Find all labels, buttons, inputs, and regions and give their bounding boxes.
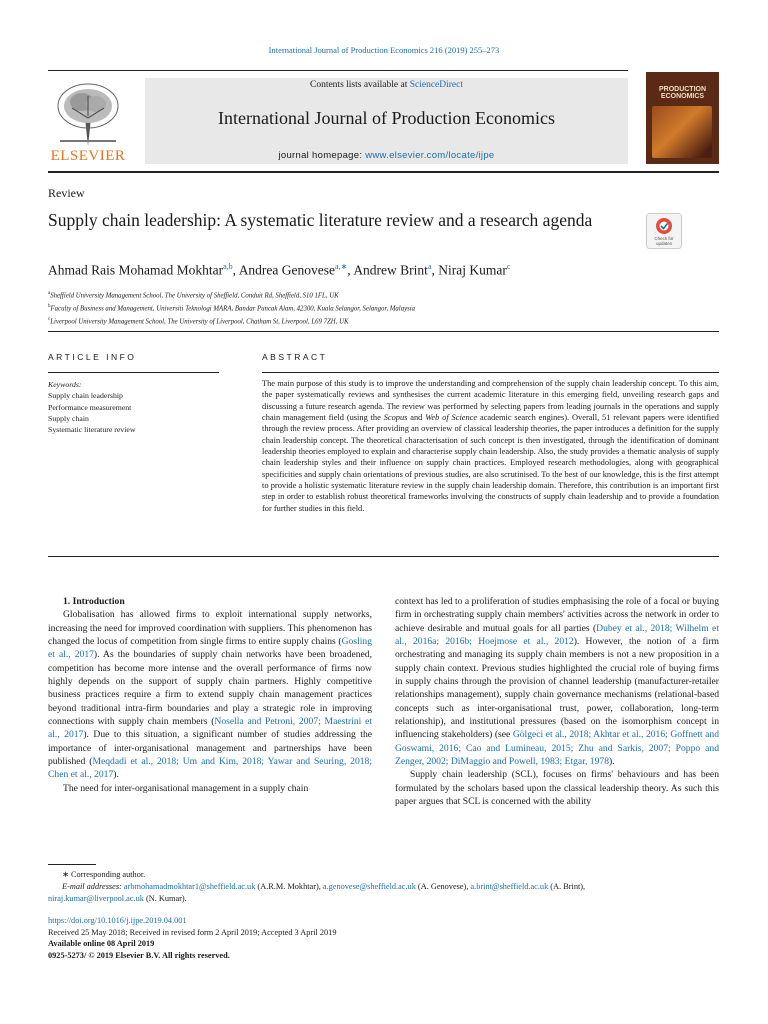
author-name[interactable]: Andrea Genovese (238, 262, 336, 278)
affiliation-rule (48, 331, 719, 332)
author-sup[interactable]: c (506, 262, 511, 271)
author-sup[interactable]: a,∗ (335, 262, 348, 271)
footnote-rule (48, 864, 96, 865)
email-owner: (A. Genovese), (415, 882, 471, 891)
body-paragraph: Supply chain leadership (SCL), focuses on firms' behaviours and has been formulated by the scholars based upon the classical leadership theory. As such this paper argues that SCL is concerned with the ability (395, 769, 719, 808)
corresponding-author-note: ∗ Corresponding author. (62, 870, 146, 879)
author-name[interactable]: Ahmad Rais Mohamad Mokhtar (48, 262, 224, 278)
affiliations (48, 289, 415, 327)
author-list (48, 262, 510, 279)
abstract-rule (262, 372, 719, 373)
body-text: Globalisation has allowed firms to exploit international supply networks, increasing the need for improved coordination with suppliers. This phenomenon has changed the locus of competition from single firms to entire supply chains ( (48, 609, 372, 648)
masthead-top-rule (48, 70, 628, 71)
affiliation-sup: a (48, 291, 51, 296)
abstract-part: and (407, 413, 426, 423)
body-text: context has led to a proliferation of studies emphasising the role of a focal or buying firm in orchestrating supply chain members' activities across the network in order to achieve desirable and mutual goals for all parties ( (395, 596, 719, 634)
badge-text-1: Check for (654, 236, 674, 241)
abstract-scopus: Scopus (383, 413, 408, 423)
citation-link[interactable]: Meqdadi et al., 2018; Um and Kim, 2018; Yawar and Seuring, 2018; Chen et al., 2017 (48, 756, 372, 781)
email-addresses (48, 881, 719, 893)
doi-link[interactable]: https://doi.org/10.1016/j.ijpe.2019.04.001 (48, 916, 187, 925)
journal-title: International Journal of Production Economics (218, 108, 555, 128)
email-link[interactable]: arbmohamadmokhtar1@sheffield.ac.uk (123, 882, 256, 891)
publication-info (48, 915, 719, 962)
article-info-rule (48, 372, 219, 373)
journal-cover[interactable] (646, 72, 719, 164)
keyword-item: Supply chain leadership (48, 391, 123, 401)
citation-link[interactable]: Gölgeci et al., 2018; Akhtar et al., 2016; Goffnett and Goswami, 2016; Cao and Lumineau, 2015; Zhu and Sarkis, 2007; Poppo and Zenger, 2002; DiMaggio and Powell, 1983; Etgar, 1978 (395, 729, 720, 768)
email-owner: (N. Kumar). (143, 894, 187, 903)
publisher-logo: ELSEVIER (50, 148, 126, 164)
body-paragraph (48, 608, 372, 781)
check-for-updates-icon[interactable] (646, 213, 682, 249)
affiliation-text: Faculty of Business and Management, Universiti Teknologi MARA, Bandar Puncak Alam, 42300, Kuala Selangor, Selangor, Malaysia (50, 305, 416, 313)
email-owner: (A.R.M. Mokhtar), (255, 882, 323, 891)
available-online: Available online 08 April 2019 (48, 939, 155, 949)
contents-prefix: Contents lists available at (309, 80, 410, 90)
abstract-bottom-rule (48, 556, 719, 557)
cover-title (646, 86, 719, 100)
body-text: ). However, the notion of a firm orchestrating and managing its supply chain members is not a new proposition in a supply chain context. Previous studies highlighted the crucial role of buying firms in supply chains through the provision of channel leadership (manufacturer-retailer relationships management), supply chain governance mechanisms (relational-based concepts such as inter-organisational trust, power, collaboration, long-term relationship), and institutional pressures (based on the isomorphism concept in influencing stakeholders) (see (395, 636, 719, 741)
body-text: ). Due to this situation, a significant number of studies addressing the importance of inter-organisational management and partnerships have been published ( (48, 729, 372, 768)
sciencedirect-link[interactable]: ScienceDirect (409, 80, 463, 90)
footnotes (48, 869, 719, 905)
email-link[interactable]: niraj.kumar@liverpool.ac.uk (48, 894, 144, 903)
cover-title-line-2: ECONOMICS (660, 93, 705, 100)
author-name[interactable]: Niraj Kumar (438, 262, 507, 278)
affiliation-text: Liverpool University Management School, The University of Liverpool, Chatham St, Liverpool, L69 7ZH, UK (50, 317, 349, 325)
running-header[interactable]: International Journal of Production Economics 216 (2019) 255–273 (268, 45, 500, 55)
author-separator: , (431, 262, 439, 278)
abstract-part: academic search engines). Overall, 51 relevant papers were identified through the review process. After providing an overview of classical leadership theories, the paper introduces a definition for the supply chain leadership concept. The theoretical characterisation of such concept is then investigated, through the identification of dominant leadership theories employed to explain and characterise supply chain leadership. Also, the study provides a thematic analysis of supply chain leadership styles and their influence on supply chain practices. Employed research methodologies, along with geographical specificities and supply chain orientations of previous studies, are also scrutinised. To the best of our knowledge, this is the first attempt to provide a holistic systematic literature review in the supply chain leadership domain. Therefore, this contribution is an important first step in order to establish robust theoretical frameworks involving the constructs of supply chain leadership and to provide a foundation for further studies in this field. (262, 413, 719, 513)
affiliation-text: Sheffield University Management School, The University of Sheffield, Conduit Rd, Sheffield, S10 1FL, UK (50, 292, 339, 300)
affiliation-item (48, 315, 415, 328)
elsevier-tree-logo-icon (52, 78, 124, 148)
body-paragraph (395, 595, 719, 768)
homepage-prefix: journal homepage: (278, 150, 366, 161)
body-column-left (48, 595, 372, 795)
received-dates: Received 25 May 2018; Received in revised form 2 April 2019; Accepted 3 April 2019 (48, 927, 337, 937)
affiliation-item (48, 302, 415, 315)
copyright: 0925-5273/ © 2019 Elsevier B.V. All rights reserved. (48, 951, 230, 961)
journal-homepage (145, 150, 628, 161)
author-separator: , (347, 262, 354, 278)
body-text: ). As the boundaries of supply chain networks have been broadened, competition has become more intense and the overall performance of firms now highly depends on the support of supply chain partners. Highly competitive business practices require a firm to extend supply chain management practices beyond traditional intra-firm boundaries and play a strategic role in improving connections with supply chain members ( (48, 649, 372, 728)
author-sup[interactable]: a,b (223, 262, 233, 271)
author-sup[interactable]: a (427, 262, 432, 271)
author-separator: , (232, 262, 239, 278)
homepage-link[interactable]: www.elsevier.com/locate/ijpe (365, 150, 495, 161)
article-info-heading: ARTICLE INFO (48, 352, 137, 362)
citation-link[interactable]: Dubey et al., 2018; Wilhelm et al., 2016a; 2016b; Hoejmose et al., 2012 (395, 622, 719, 648)
keyword-item: Supply chain (48, 413, 89, 423)
section-heading: 1. Introduction (63, 596, 125, 607)
keywords-label: Keywords: (48, 380, 82, 389)
abstract-heading: ABSTRACT (262, 352, 328, 362)
author-name[interactable]: Andrew Brint (353, 262, 428, 278)
email-link[interactable]: a.genovese@sheffield.ac.uk (322, 882, 416, 891)
badge-text-2: updates (655, 241, 673, 246)
email-label: E-mail addresses: (62, 882, 124, 891)
keywords-block (48, 379, 135, 435)
masthead-bottom-rule (48, 171, 719, 173)
abstract-text (262, 378, 719, 514)
article-type: Review (48, 186, 85, 200)
affiliation-sup: b (48, 303, 51, 309)
citation-link[interactable]: Gosling et al., 2017 (48, 636, 372, 661)
email-owner: (A. Brint), (548, 882, 586, 891)
body-column-right (395, 595, 719, 809)
affiliation-sup: c (48, 316, 51, 322)
email-link[interactable]: a.brint@sheffield.ac.uk (470, 882, 549, 891)
abstract-part: The main purpose of this study is to improve the understanding and comprehension of the supply chain leadership concept. To this aim, the paper systematically reviews and synthesises the current academic literature in this emerging field, unveiling research gaps and discussing a future research agenda. The review was performed by selecting papers from leading journals in the operations and supply chain management field (using the (262, 379, 719, 423)
cover-artwork (652, 106, 712, 158)
body-text: ). (609, 756, 615, 768)
keyword-item: Systematic literature review (48, 425, 136, 435)
citation-link[interactable]: Nosella and Petroni, 2007; Maestrini et al., 2017 (48, 716, 372, 741)
article-title: Supply chain leadership: A systematic literature review and a research agenda (48, 210, 593, 230)
body-text: ). (113, 769, 119, 781)
body-paragraph: The need for inter-organisational management in a supply chain (63, 782, 309, 794)
affiliation-item (48, 289, 415, 302)
cover-title-line-1: PRODUCTION (658, 86, 707, 93)
keyword-item: Performance measurement (48, 402, 132, 412)
email-addresses-cont (48, 893, 719, 905)
contents-line (145, 80, 628, 90)
abstract-wos: Web of Science (425, 413, 478, 423)
